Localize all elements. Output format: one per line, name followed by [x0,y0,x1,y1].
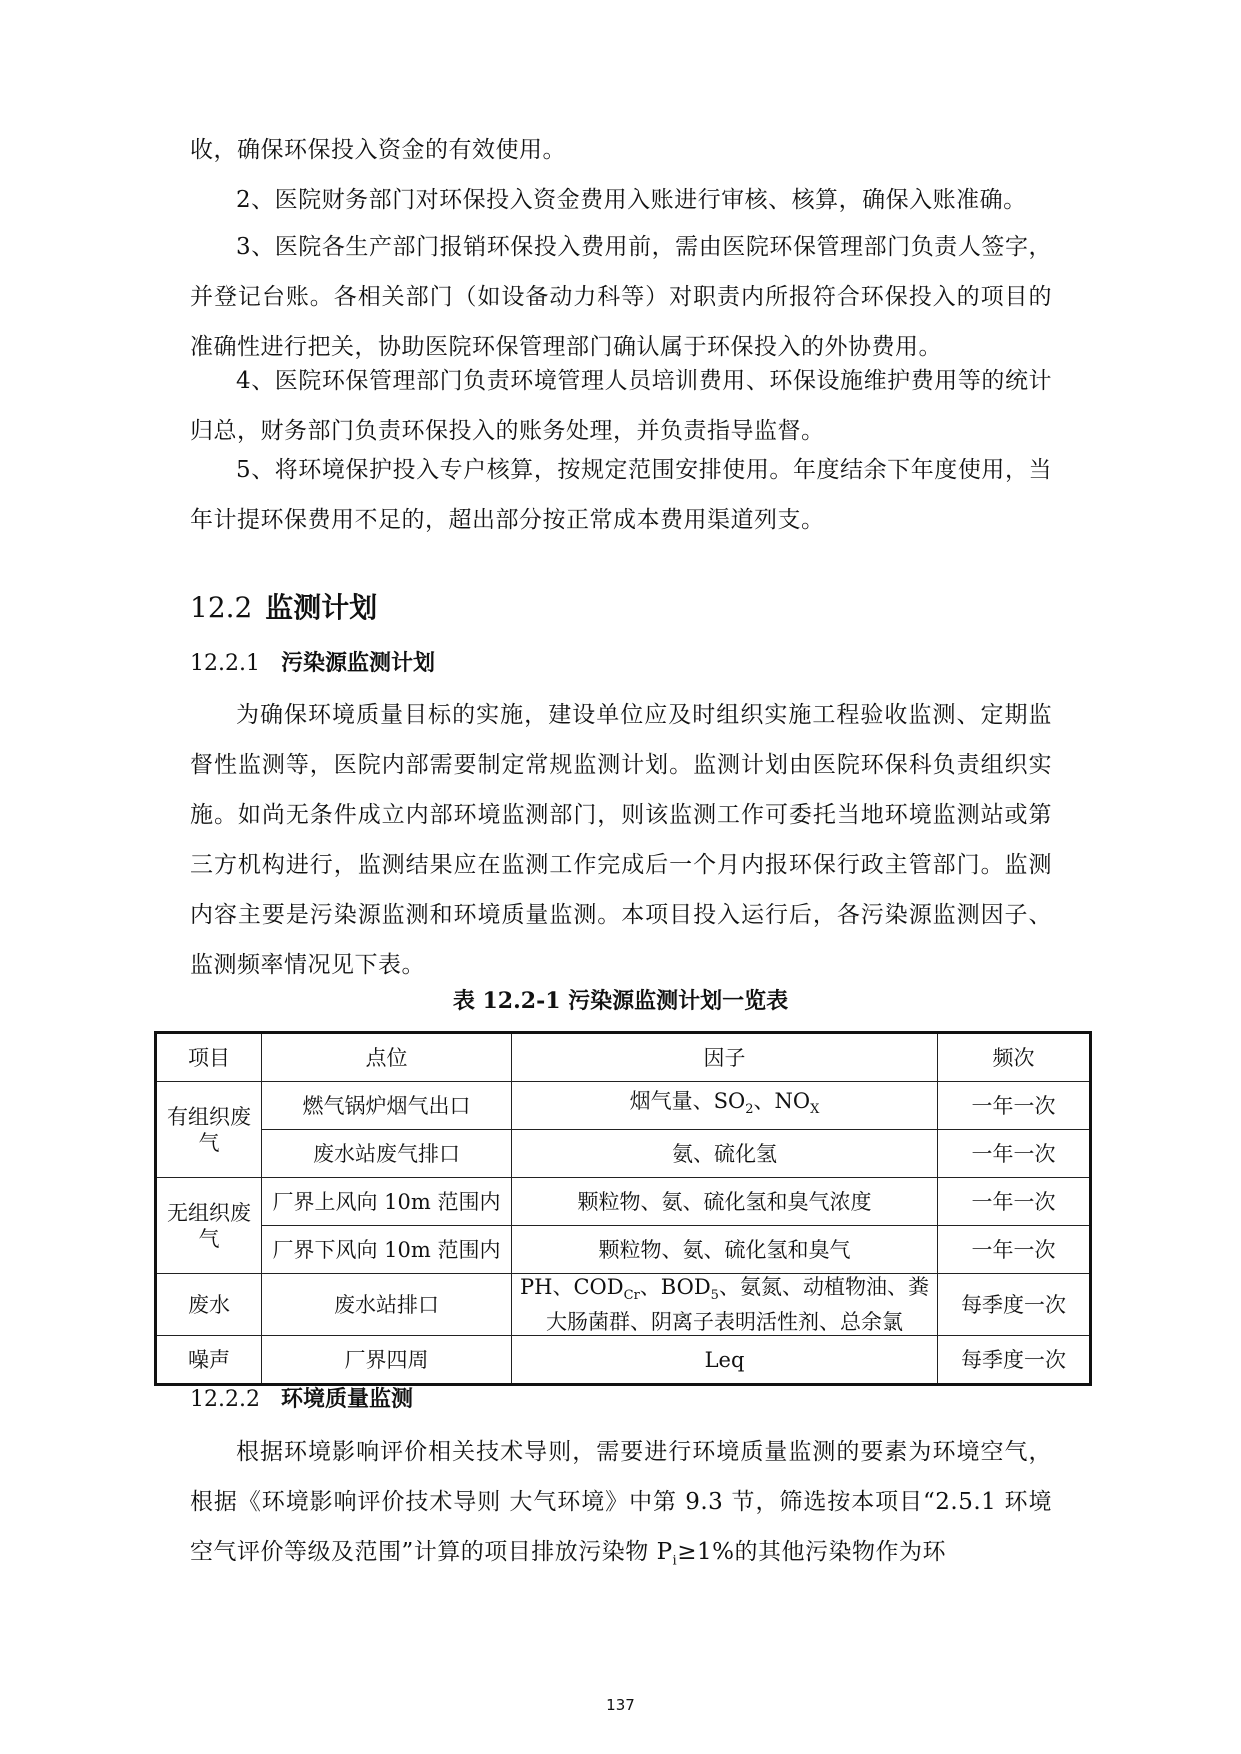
point-cell: 厂界四周 [262,1336,512,1385]
frequency-cell: 一年一次 [938,1082,1091,1130]
paragraph: 收，确保环保投入资金的有效使用。 [190,137,566,163]
header-cell: 点位 [262,1033,512,1082]
point-cell: 厂界上风向 10m 范围内 [262,1178,512,1226]
frequency-cell: 一年一次 [938,1130,1091,1178]
subsection-number: 12.2.2 [190,1387,260,1412]
table-row [156,1178,1091,1226]
table-row [156,1336,1091,1385]
table-row [156,1082,1091,1130]
table-header-row [156,1033,1091,1082]
paragraph: 根据环境影响评价相关技术导则，需要进行环境质量监测的要素为环境空气，根据《环境影响评价技术导则 大气环境》中第 9.3 节，筛选按本项目“2.5.1 环境空气评价等级及范围”计算的项目排放污染物 $P_i\ge 1\%$的其他污染物作为环 [190,1439,1052,1569]
group-cell: 无组织废气 [156,1178,262,1274]
frequency-cell: 一年一次 [938,1178,1091,1226]
point-cell: 废水站排口 [262,1274,512,1336]
point-cell: 废水站废气排口 [262,1130,512,1178]
factor-cell: 颗粒物、氨、硫化氢和臭气 [512,1226,938,1274]
paragraph: 2、医院财务部门对环保投入资金费用入账进行审核、核算，确保入账准确。 [236,187,1027,213]
subsection-number: 12.2.1 [190,651,260,676]
factor-cell: Leq [512,1336,938,1385]
page-number: 137 [606,1696,635,1714]
header-cell: 频次 [938,1033,1091,1082]
table-row [156,1130,1091,1178]
header-cell: 项目 [156,1033,262,1082]
factor-cell: 颗粒物、氨、硫化氢和臭气浓度 [512,1178,938,1226]
factor-cell: 烟气量、$SO_2$、$NO_X$ [512,1082,938,1130]
frequency-cell: 每季度一次 [938,1336,1091,1385]
table-row [156,1274,1091,1336]
paragraph: 为确保环境质量目标的实施，建设单位应及时组织实施工程验收监测、定期监督性监测等，医院内部需要制定常规监测计划。监测计划由医院环保科负责组织实施。如尚无条件成立内部环境监测部门，则该监测工作可委托当地环境监测站或第三方机构进行，监测结果应在监测工作完成后一个月内报环保行政主管部门。监测内容主要是污染源监测和环境质量监测。本项目投入运行后，各污染源监测因子、监测频率情况见下表。 [190,702,1052,978]
factor-cell: PH、$COD_{Cr}$、$BOD_5$、氨氮、动植物油、粪大肠菌群、阴离子表明活性剂、总余氯 [512,1274,938,1336]
paragraph: 4、医院环保管理部门负责环境管理人员培训费用、环保设施维护费用等的统计归总，财务部门负责环保投入的账务处理，并负责指导监督。 [190,368,1052,444]
factor-cell: 氨、硫化氢 [512,1130,938,1178]
paragraph: 3、医院各生产部门报销环保投入费用前，需由医院环保管理部门负责人签字，并登记台账。各相关部门（如设备动力科等）对职责内所报符合环保投入的项目的准确性进行把关，协助医院环保管理部门确认属于环保投入的外协费用。 [190,234,1052,360]
paragraph: 5、将环境保护投入专户核算，按规定范围安排使用。年度结余下年度使用，当年计提环保费用不足的，超出部分按正常成本费用渠道列支。 [190,457,1052,533]
frequency-cell: 一年一次 [938,1226,1091,1274]
subsection-title: 环境质量监测 [281,1386,414,1412]
table-caption: 表 12.2-1 污染源监测计划一览表 [452,988,789,1014]
point-cell: 燃气锅炉烟气出口 [262,1082,512,1130]
group-cell: 废水 [156,1274,262,1336]
section-heading [190,588,377,628]
group-cell: 有组织废气 [156,1082,262,1178]
header-cell: 因子 [512,1033,938,1082]
section-number: 12.2 [190,591,253,624]
table-row [156,1226,1091,1274]
monitoring-plan-table [154,1031,1092,1386]
group-cell: 噪声 [156,1336,262,1385]
subsection-heading [190,1382,413,1417]
section-title: 监测计划 [265,591,378,624]
subsection-heading [190,646,435,681]
frequency-cell: 每季度一次 [938,1274,1091,1336]
point-cell: 厂界下风向 10m 范围内 [262,1226,512,1274]
subsection-title: 污染源监测计划 [281,650,436,676]
